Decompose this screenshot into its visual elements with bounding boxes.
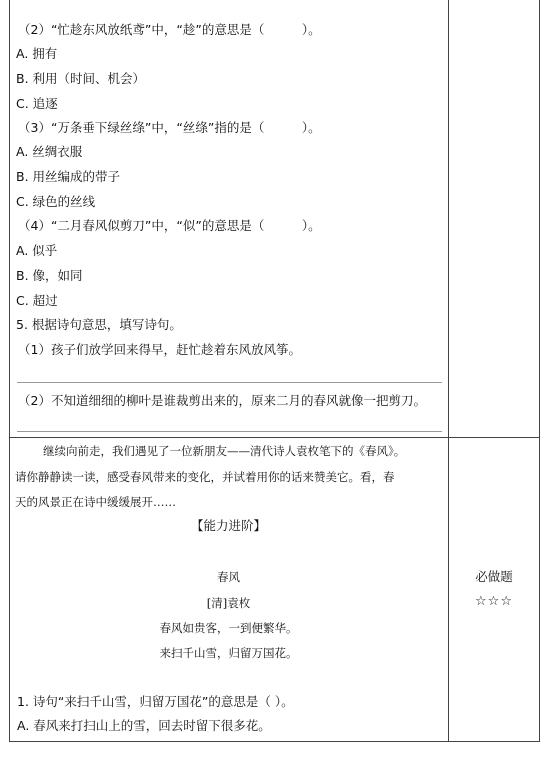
question-5-item-1: （1）孩子们放学回来得早，赶忙趁着东风放风筝。 (18, 342, 301, 357)
poem-question-1-option-a: A. 春风来打扫山上的雪，回去时留下很多花。 (17, 718, 271, 733)
question-5-item-2: （2）不知道细细的柳叶是谁裁剪出来的，原来二月的春风就像一把剪刀。 (18, 393, 426, 408)
intro-line-3: 天的风景正在诗中缓缓展开…… (15, 495, 176, 509)
required-label: 必做题 (475, 569, 513, 584)
intro-line-2: 请你静静读一读，感受春风带来的变化，并试着用你的话来赞美它。看，春 (15, 470, 395, 484)
question-4-option-b: B. 像，如同 (16, 268, 83, 283)
intro-line-1: 继续向前走，我们遇见了一位新朋友——清代诗人袁枚笔下的《春风》。 (43, 444, 406, 458)
table-row-divider (9, 437, 540, 438)
question-4-stem: （4）“二月春风似剪刀”中，“似”的意思是（ ）。 (18, 218, 321, 233)
poem-title: 春风 (217, 570, 240, 584)
table-right-border (539, 0, 540, 742)
question-3-option-b: B. 用丝编成的带子 (16, 169, 121, 184)
question-2-option-b: B. 利用（时间、机会） (16, 71, 146, 86)
question-3-stem: （3）“万条垂下绿丝绦”中，“丝绦”指的是（ ）。 (18, 120, 321, 135)
worksheet-table (9, 0, 540, 742)
poem-line-1: 春风如贵客，一到便繁华。 (159, 621, 298, 635)
answer-line-1[interactable] (17, 382, 442, 383)
question-2-stem: （2）“忙趁东风放纸鸢”中，“趁”的意思是（ ）。 (18, 22, 321, 37)
poem-line-2: 来扫千山雪，归留万国花。 (159, 646, 298, 660)
table-column-divider (448, 0, 449, 742)
question-4-option-a: A. 似乎 (16, 243, 58, 258)
poem-question-1: 1. 诗句“来扫千山雪，归留万国花”的意思是（ ）。 (17, 694, 294, 709)
difficulty-stars: ☆☆☆ (475, 594, 513, 609)
question-4-option-c: C. 超过 (16, 293, 58, 308)
question-2-option-c: C. 追逐 (16, 96, 58, 111)
question-2-option-a: A. 拥有 (16, 46, 58, 61)
table-bottom-border (9, 741, 540, 742)
poem-author: [清]袁枚 (206, 596, 251, 610)
answer-line-2[interactable] (17, 431, 442, 432)
question-3-option-a: A. 丝绸衣服 (16, 144, 83, 159)
question-3-option-c: C. 绿色的丝线 (16, 194, 96, 209)
question-5-stem: 5. 根据诗句意思，填写诗句。 (16, 317, 182, 332)
section-heading: 【能力进阶】 (190, 518, 266, 533)
